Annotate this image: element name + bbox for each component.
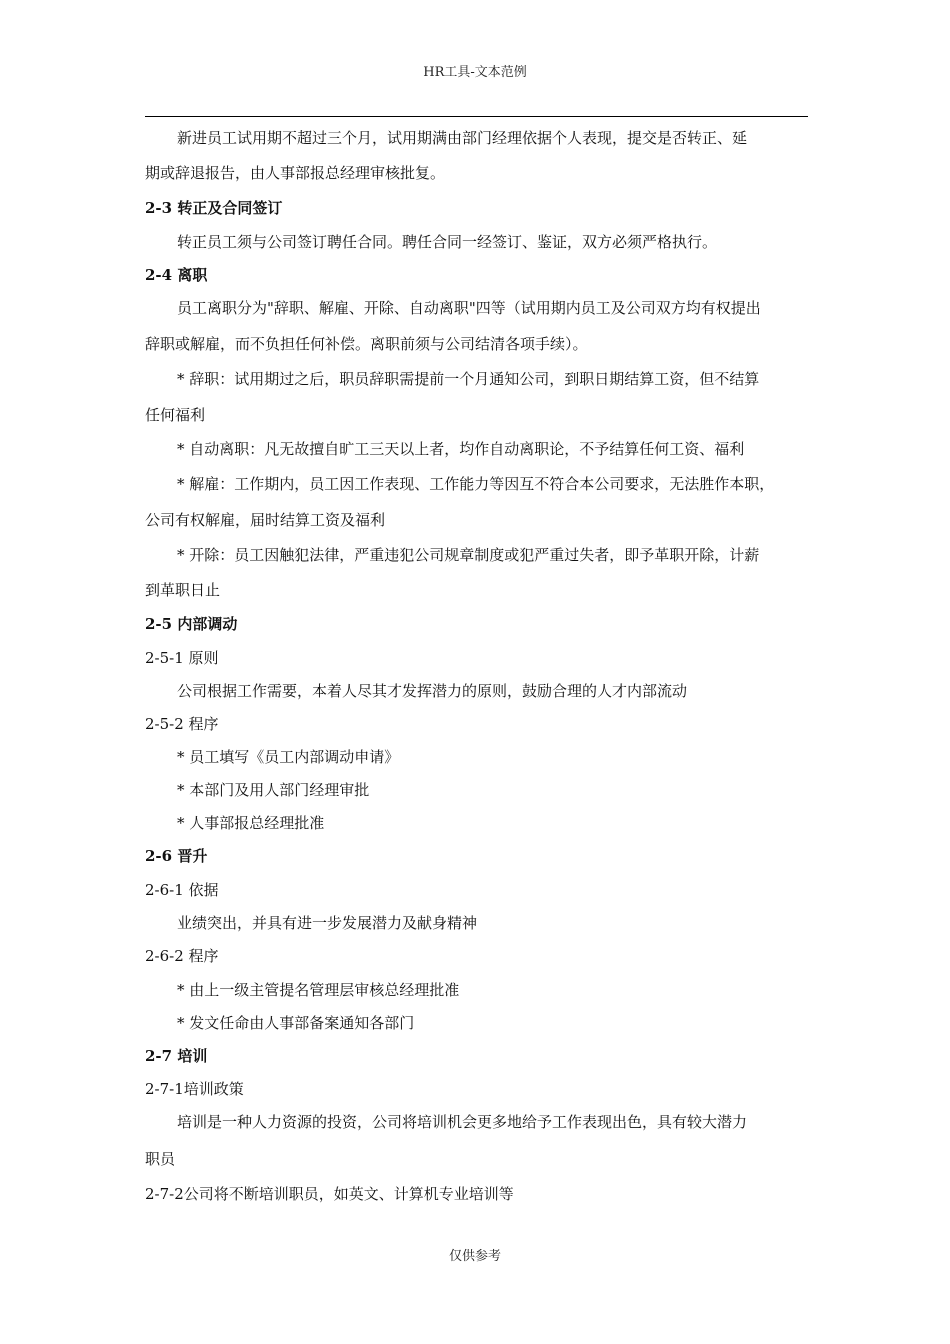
section-heading: 2-7 培训 xyxy=(145,1047,208,1065)
section-heading: 2-4 离职 xyxy=(145,266,208,284)
paragraph-line: 员工离职分为"辞职、解雇、开除、自动离职"四等（试用期内员工及公司双方均有权提出 xyxy=(177,299,761,317)
list-item: * 辞职：试用期过之后，职员辞职需提前一个月通知公司，到职日期结算工资，但不结算 xyxy=(177,370,760,388)
list-item: * 人事部报总经理批准 xyxy=(177,814,325,832)
paragraph-line: 业绩突出，并具有进一步发展潜力及献身精神 xyxy=(177,914,478,932)
list-item: * 自动离职：凡无故擅自旷工三天以上者，均作自动离职论，不予结算任何工资、福利 xyxy=(177,440,745,458)
paragraph-line: 转正员工须与公司签订聘任合同。聘任合同一经签订、鉴证，双方必须严格执行。 xyxy=(177,233,718,251)
list-item: * 由上一级主管提名管理层审核总经理批准 xyxy=(177,981,460,999)
paragraph-line: 公司根据工作需要，本着人尽其才发挥潜力的原则，鼓励合理的人才内部流动 xyxy=(177,682,688,700)
subsection-heading: 2-7-2公司将不断培训职员，如英文、计算机专业培训等 xyxy=(145,1185,514,1203)
paragraph-line: 公司有权解雇，届时结算工资及福利 xyxy=(145,511,386,529)
subsection-heading: 2-6-2 程序 xyxy=(145,947,219,965)
list-item: * 开除：员工因触犯法律，严重违犯公司规章制度或犯严重过失者，即予革职开除，计薪 xyxy=(177,546,760,564)
page-header: HR工具-文本范例 xyxy=(423,65,527,80)
paragraph-line: 到革职日止 xyxy=(145,581,221,599)
list-item: * 解雇：工作期内，员工因工作表现、工作能力等因互不符合本公司要求，无法胜作本职， xyxy=(177,475,775,493)
subsection-heading: 2-5-1 原则 xyxy=(145,649,219,667)
paragraph-line: 任何福利 xyxy=(145,406,206,424)
paragraph-line: 辞职或解雇，而不负担任何补偿。离职前须与公司结清各项手续）。 xyxy=(145,335,588,353)
paragraph-line: 职员 xyxy=(145,1150,176,1168)
section-heading: 2-3 转正及合同签订 xyxy=(145,199,283,217)
header-divider xyxy=(145,116,808,117)
list-item: * 员工填写《员工内部调动申请》 xyxy=(177,748,400,766)
paragraph-line: 新进员工试用期不超过三个月，试用期满由部门经理依据个人表现，提交是否转正、延 xyxy=(177,129,748,147)
section-heading: 2-6 晋升 xyxy=(145,847,208,865)
subsection-heading: 2-7-1培训政策 xyxy=(145,1080,244,1098)
paragraph-line: 期或辞退报告，由人事部报总经理审核批复。 xyxy=(145,164,446,182)
list-item: * 本部门及用人部门经理审批 xyxy=(177,781,370,799)
section-heading: 2-5 内部调动 xyxy=(145,615,238,633)
subsection-heading: 2-5-2 程序 xyxy=(145,715,219,733)
subsection-heading: 2-6-1 依据 xyxy=(145,881,219,899)
page-footer: 仅供参考 xyxy=(448,1249,501,1264)
paragraph-line: 培训是一种人力资源的投资，公司将培训机会更多地给予工作表现出色，具有较大潜力 xyxy=(177,1113,748,1131)
list-item: * 发文任命由人事部备案通知各部门 xyxy=(177,1014,415,1032)
